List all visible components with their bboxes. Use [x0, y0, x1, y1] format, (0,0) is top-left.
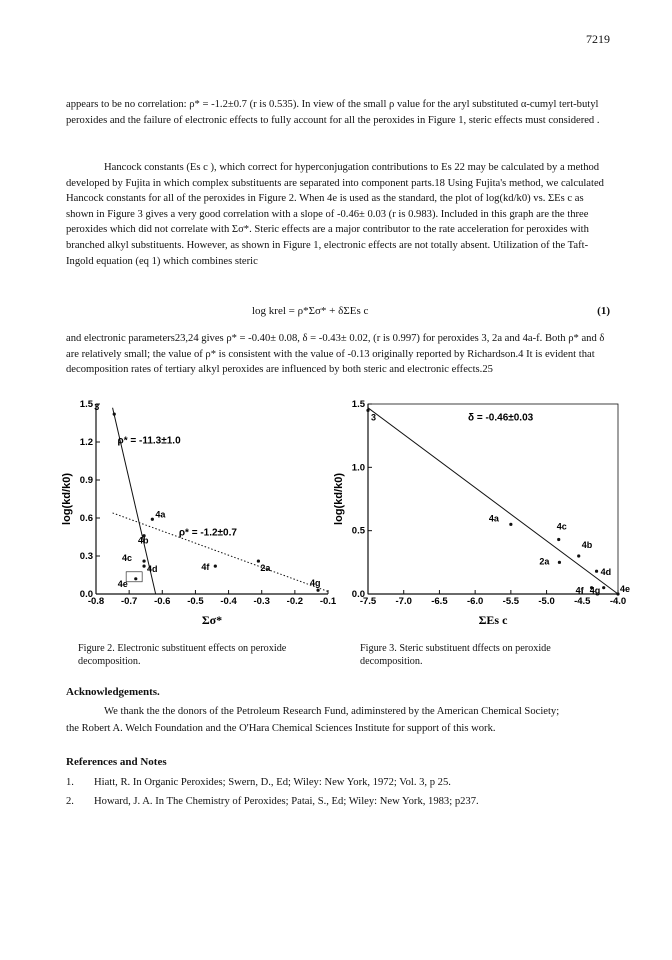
annotation-rho-2: ρ* = -1.2±0.7 [178, 527, 237, 539]
data-point-label-4e: 4e [117, 578, 128, 589]
data-point-label-4c: 4c [556, 521, 567, 532]
data-point-label-3: 3 [371, 412, 377, 423]
x-tick-label: -0.2 [286, 596, 304, 607]
x-tick-label: -4.0 [609, 596, 627, 607]
data-point-4g [602, 586, 605, 589]
figure-3-caption: Figure 3. Steric substituent dffects on peroxide decomposition. [360, 643, 551, 667]
x-tick-label: -0.3 [253, 596, 270, 607]
x-tick-label: -0.8 [87, 596, 105, 607]
y-tick-label: 0.5 [351, 525, 365, 537]
annotation-delta: δ = -0.46±0.03 [468, 412, 534, 424]
fit-line-1 [368, 408, 618, 594]
data-point-4c [142, 559, 145, 562]
data-point-label-2a: 2a [260, 563, 271, 574]
data-point-4a [151, 518, 154, 521]
data-point-4c [557, 538, 560, 541]
data-point-4g [316, 589, 319, 592]
x-tick-label: -7.5 [359, 596, 377, 607]
data-point-label-4f: 4f [575, 585, 584, 596]
data-point-label-4d: 4d [600, 567, 612, 578]
figure-2 [61, 396, 337, 636]
x-axis-label: ΣEs c [478, 613, 508, 627]
reference-1-text: Hiatt, R. In Organic Peroxides; Swern, D., Ed; Wiley: New York, 1972; Vol. 3, p 25. [94, 777, 451, 788]
paragraph-1: appears to be no correlation: ρ* = -1.2±0.7 (r is 0.535). In view of the small ρ value for the aryl substituted α-cumyl tert-butyl peroxides and the failure of electronic effects to fully account for all the peroxides in Figure 1, steric effects must considered . [66, 99, 600, 126]
data-point-label-3: 3 [94, 402, 100, 413]
data-point-label-4f: 4f [201, 562, 210, 573]
data-point-4a [509, 523, 512, 526]
x-tick-label: -0.1 [319, 596, 337, 607]
paragraph-3: and electronic parameters23,24 gives ρ* = -0.40± 0.08, δ = -0.43± 0.02, (r is 0.997) for peroxides 3, 2a and 4a-f. Both ρ* and δ are relatively small; the value of ρ* is consistent with the value of -0.13 originally reported by Richardson.4 It is evident that decomposition rates of tertiary alkyl peroxides are influenced by both steric and electronic effects.25 [66, 333, 605, 376]
data-point-4e [134, 577, 137, 580]
y-tick-label: 0.0 [351, 589, 365, 600]
y-tick-label: 0.9 [79, 475, 93, 486]
y-tick-label: 0.0 [79, 589, 93, 600]
x-tick-label: -6.0 [466, 596, 484, 607]
acknowledgements-line-2: the Robert A. Welch Foundation and the O'Hara Chemical Sciences Institute for support of this work. [66, 723, 496, 734]
acknowledgements-line-1: We thank the the donors of the Petroleum Research Fund, adiminstered by the American Chemical Society; [104, 706, 560, 717]
reference-2-number: 2. [66, 796, 74, 807]
data-point-label-4g: 4g [589, 585, 601, 596]
data-point-label-4c: 4c [122, 553, 133, 564]
y-tick-label: 1.5 [79, 399, 93, 410]
data-point-label-2a: 2a [539, 556, 550, 567]
data-point-4b [577, 554, 580, 557]
data-point-label-4g: 4g [310, 578, 321, 589]
annotation-rho-1: ρ* = -11.3±1.0 [117, 435, 181, 447]
acknowledgements-heading: Acknowledgements. [66, 686, 160, 698]
data-point-3 [113, 413, 116, 416]
x-tick-label: -0.7 [120, 596, 138, 607]
y-tick-label: 0.6 [79, 513, 93, 524]
data-point-label-4d: 4d [147, 564, 158, 575]
fit-line-2 [113, 513, 328, 592]
y-axis-label: log(kd/k0) [333, 473, 345, 525]
figure-3-plot [333, 396, 631, 636]
y-tick-label: 1.5 [351, 399, 365, 410]
data-point-label-4b: 4b [581, 540, 593, 550]
data-point-label-4e: 4e [620, 584, 631, 594]
x-axis-label: Σσ* [201, 613, 223, 627]
x-tick-label: -5.0 [538, 596, 555, 607]
references-heading: References and Notes [66, 756, 167, 768]
x-tick-label: -4.5 [574, 596, 591, 607]
data-point-2a [558, 561, 561, 564]
paragraph-2: Hancock constants (Es c ), which correct for hyperconjugation contributions to Es 22 may be calculated by a method developed by Fujita in which complex substituents are separated into component parts.18 Using Fujita's method, we calculated Hancock constants for all of the peroxides in Figure 2. When 4e is used as the standard, the plot of log(kd/k0) vs. ΣEs c as shown in Figure 3 gives a very good correlation with a slope of -0.46± 0.03 (r is 0.983). Included in this graph are the three peroxides which did not correlate with Σσ*. Steric effects are a major contributor to the rate acceleration for peroxides with branched alkyl substituents. However, as shown in Figure 1, electronic effects are not totally absent. Utilization of the Taft-Ingold equation (eq 1) which combines steric [66, 162, 604, 267]
figure-2-plot [61, 396, 337, 636]
reference-1-number: 1. [66, 777, 74, 788]
x-tick-label: -5.5 [502, 596, 520, 607]
y-axis-label: log(kd/k0) [61, 473, 73, 525]
data-point-4d [142, 565, 145, 568]
equation-text: log krel = ρ*Σσ* + δΣEs c [252, 305, 369, 317]
data-point-4d [595, 570, 598, 573]
y-tick-label: 1.2 [79, 437, 93, 448]
x-tick-label: -6.5 [431, 596, 448, 607]
data-point-label-4b: 4b [138, 535, 149, 546]
y-tick-label: 1.0 [351, 462, 365, 474]
x-tick-label: -0.6 [154, 596, 171, 607]
x-tick-label: -7.0 [395, 596, 412, 607]
data-point-label-4a: 4a [155, 509, 166, 520]
equation-number: (1) [597, 305, 610, 317]
page-number: 7219 [586, 32, 610, 46]
figure-3 [333, 396, 631, 636]
label-box-4e [126, 572, 142, 582]
data-point-4f [214, 565, 217, 568]
y-tick-label: 0.3 [79, 551, 93, 562]
x-tick-label: -0.4 [220, 596, 237, 607]
reference-2-text: Howard, J. A. In The Chemistry of Peroxides; Patai, S., Ed; Wiley: New York, 1983; p237. [94, 796, 479, 807]
x-tick-label: -0.5 [187, 596, 204, 607]
data-point-label-4a: 4a [488, 513, 499, 524]
figure-2-caption: Figure 2. Electronic substituent effects on peroxide decomposition. [78, 643, 287, 667]
